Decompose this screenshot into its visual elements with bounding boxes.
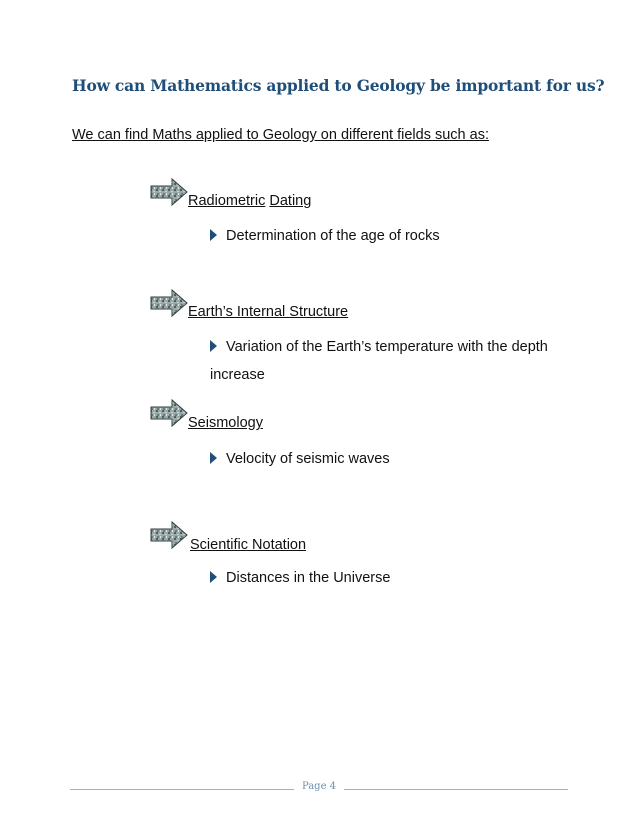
list-item: [210, 333, 570, 389]
textured-arrow-icon: [150, 520, 188, 550]
list-item: [210, 222, 440, 250]
footer-divider-left: [70, 789, 294, 790]
topic-title-part: Radiometric: [188, 193, 266, 209]
topic-title-part: Dating: [269, 193, 312, 209]
topic-earths-internal-structure: Earth’s Internal Structure: [188, 304, 349, 320]
topic-radiometric-dating: [188, 193, 311, 209]
topic-seismology: Seismology: [188, 415, 263, 431]
triangle-bullet-icon: [210, 452, 217, 464]
triangle-bullet-icon: [210, 340, 217, 352]
footer-divider-right: [344, 789, 568, 790]
bullet-text: Determination of the age of rocks: [226, 228, 440, 244]
bullet-text: Velocity of seismic waves: [226, 451, 390, 467]
textured-arrow-icon: [150, 288, 188, 318]
list-item: [210, 445, 390, 473]
triangle-bullet-icon: [210, 571, 217, 583]
textured-arrow-icon: [150, 398, 188, 428]
list-item: [210, 564, 390, 592]
intro-text: We can find Maths applied to Geology on different fields such as:: [72, 127, 489, 143]
topic-scientific-notation: Scientific Notation: [190, 537, 307, 553]
bullet-text: Variation of the Earth’s temperature with the depth increase: [210, 339, 548, 383]
page-number: Page 4: [301, 781, 337, 792]
bullet-text: Distances in the Universe: [226, 570, 391, 586]
page-heading: How can Mathematics applied to Geology be important for us?: [72, 76, 605, 95]
triangle-bullet-icon: [210, 229, 217, 241]
textured-arrow-icon: [150, 177, 188, 207]
